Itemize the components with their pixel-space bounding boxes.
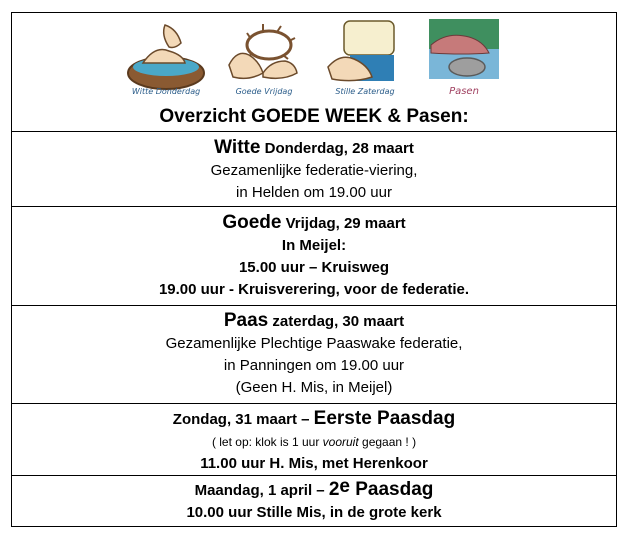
day-line: Gezamenlijke Plechtige Paaswake federatie,	[165, 335, 463, 352]
foot-washing-caption: Witte Donderdag	[131, 87, 201, 96]
day-line: in Helden om 19.00 uur	[236, 184, 392, 201]
clock-note	[12, 431, 616, 453]
day-title-date: Donderdag, 28 maart	[260, 140, 414, 157]
day-title-tail: Paasdag	[349, 479, 434, 500]
day-title	[12, 310, 616, 333]
crown-caption: Goede Vrijdag	[235, 87, 293, 96]
day-line: 10.00 uur Stille Mis, in de grote kerk	[186, 504, 442, 521]
day-row-monday	[12, 475, 616, 526]
foot-washing-icon	[125, 15, 207, 97]
clock-note-post: gegaan ! )	[358, 435, 417, 449]
tomb-caption: Stille Zaterdag	[335, 87, 395, 96]
schedule-table	[11, 12, 617, 527]
tomb-icon	[324, 15, 406, 97]
page-title: Overzicht GOEDE WEEK & Pasen:	[159, 106, 469, 127]
day-line: (Geen H. Mis, in Meijel)	[235, 379, 393, 396]
pasen-caption: Pasen	[449, 86, 479, 97]
day-row-sunday	[12, 403, 616, 475]
day-row-saturday	[12, 305, 616, 403]
day-title-date: zaterdag, 30 maart	[268, 313, 405, 330]
day-title-highlight: 2	[328, 479, 340, 500]
header-row	[12, 13, 616, 131]
day-line: 11.00 uur H. Mis, met Herenkoor	[200, 455, 428, 472]
day-title	[12, 212, 616, 235]
day-line: Gezamenlijke federatie-viering,	[210, 162, 418, 179]
day-title	[12, 408, 616, 431]
day-line: 15.00 uur – Kruisweg	[238, 259, 390, 276]
day-title-highlight: Goede	[222, 212, 282, 233]
day-title-date: Zondag, 31 maart –	[172, 411, 314, 428]
day-line: 19.00 uur - Kruisverering, voor de federatie.	[158, 281, 470, 298]
crown-of-thorns-icon	[223, 15, 305, 97]
holy-week-icons	[125, 15, 505, 97]
day-title-highlight: Paas	[223, 310, 269, 331]
day-title-superscript: e	[339, 476, 350, 497]
day-row-friday	[12, 206, 616, 305]
day-title	[12, 137, 616, 160]
clock-note-pre: ( let op: klok is 1 uur	[211, 435, 323, 449]
day-title-date: Vrijdag, 29 maart	[281, 215, 406, 232]
day-title	[12, 476, 616, 502]
day-title-date: Maandag, 1 april –	[194, 482, 329, 499]
day-line: in Panningen om 19.00 uur	[223, 357, 405, 374]
day-row-thursday	[12, 131, 616, 206]
day-title-highlight: Eerste Paasdag	[313, 408, 456, 429]
day-title-highlight: Witte	[214, 137, 261, 158]
clock-note-emphasis: vooruit	[322, 435, 359, 449]
empty-tomb-icon	[423, 15, 505, 97]
day-line: In Meijel:	[281, 237, 347, 254]
